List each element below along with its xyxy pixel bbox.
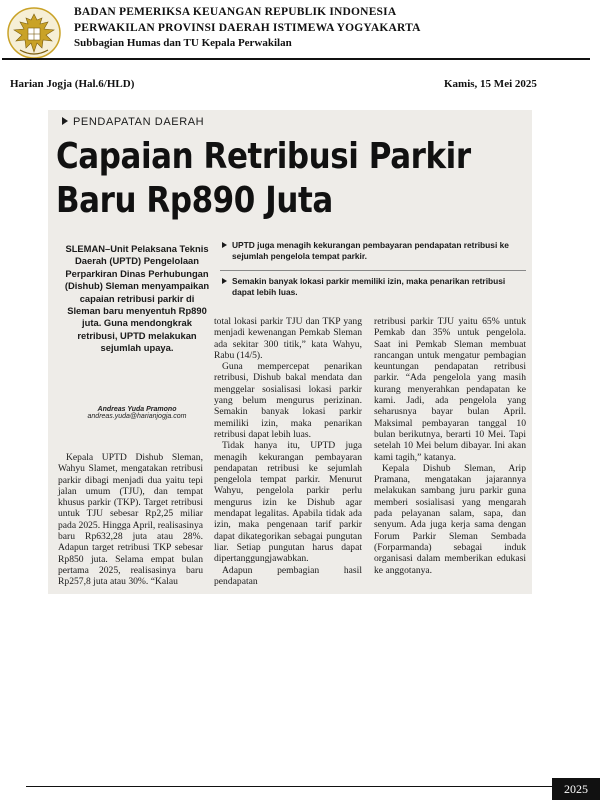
body-paragraph: total lokasi parkir TJU dan TKP yang menjadi kewenangan Pemkab Sleman ada sekitar 300 titik,” kata Wahyu, Rabu (14/5). [214, 316, 362, 361]
body-paragraph: Adapun pembagian hasil pendapatan [214, 564, 362, 587]
rubric-text: PENDAPATAN DAERAH [73, 116, 205, 128]
header-divider [2, 58, 590, 60]
body-paragraph: Kepala Dishub Sleman, Arip Pramana, mengatakan jajarannya melakukan sambang juru parkir guna memberi sosialisasi yang mengarah pada pelayanan salam, sapa, dan senyum. Ada juga kerja sama dengan Forum Parkir Sleman Sembada (Forparmanda) sebagai induk organisasi dalam memberikan edukasi ke anggotanya. [374, 462, 526, 576]
garuda-emblem-icon [6, 6, 62, 60]
footer-year: 2025 [552, 778, 600, 800]
headline-line1: Capaian Retribusi Parkir [56, 136, 471, 177]
body-paragraph: Kepala UPTD Dishub Sleman, Wahyu Slamet, mengatakan retribusi parkir dibagi menjadi dua yaitu tepi jalan umum (TJU), dan tempat khusus parkir (TKP). Target retribusi untuk TJU sebesar Rp2,25 miliar pada 2025. Hingga April, realisasinya baru Rp632,28 juta atau 28%. Adapun target retribusi TKP sebesar Rp850 juta. Selama empat bulan pertama 2025, realisasinya baru Rp257,8 juta atau 30%. “Kalau [58, 452, 203, 588]
org-name-line2: PERWAKILAN PROVINSI DAERAH ISTIMEWA YOGYAKARTA [74, 22, 421, 34]
highlight-2 [220, 276, 528, 298]
byline [62, 406, 212, 420]
news-clipping [48, 110, 532, 594]
body-paragraph: Guna mempercepat penarikan retribusi, Dishub bakal mendata dan menggelar sosialisasi lokasi parkir yang belum mengurus perizinan. Semakin banyak lokasi parkir memiliki izin, maka penarikan retribusi dapat lebih luas. [214, 361, 362, 440]
org-name-line1: BADAN PEMERIKSA KEUANGAN REPUBLIK INDONESIA [74, 6, 397, 18]
highlight-divider [220, 270, 526, 271]
body-column-3 [374, 316, 526, 576]
source-label: Harian Jogja (Hal.6/HLD) [10, 78, 135, 90]
body-column-1 [58, 452, 203, 588]
org-subdivision: Subbagian Humas dan TU Kepala Perwakilan [74, 37, 292, 49]
body-paragraph: retribusi parkir TJU yaitu 65% untuk Pemkab dan 35% untuk pengelola. Saat ini Pemkab Sleman membuat rancangan untuk mengatur pembagian keuntungan pendapatan retribusi parkir. “Ada pengelola yang masih kurang menyerahkan pendapatan ke kami. Jadi, ada pengelola yang seharusnya bayar bulan April. Maksimal pembayaran tanggal 10 bulan berikutnya, berarti 10 Mei. Tapi setelah 10 Mei belum dibayar. Ini akan kami tagih,” katanya. [374, 316, 526, 463]
highlight-text: UPTD juga menagih kekurangan pembayaran pendapatan retribusi ke sejumlah pengelola tempat parkir. [232, 240, 509, 261]
author-name: Andreas Yuda Pramono [97, 406, 177, 413]
triangle-bullet-icon [222, 278, 227, 284]
headline-line2: Baru Rp890 Juta [56, 180, 333, 221]
date-label: Kamis, 15 Mei 2025 [444, 78, 537, 90]
lead-paragraph: SLEMAN–Unit Pelaksana Teknis Daerah (UPTD) Pengelolaan Perparkiran Dinas Perhubungan (Dishub) Sleman menyampaikan capaian retribusi parkir di Sleman baru menyentuh Rp890 juta. Guna mendongkrak retribusi, UPTD melakukan sejumlah upaya. [64, 243, 210, 354]
triangle-bullet-icon [222, 242, 227, 248]
author-email: andreas.yuda@harianjogja.com [87, 413, 187, 420]
highlight-text: Semakin banyak lokasi parkir memiliki izin, maka penarikan retribusi dapat lebih luas. [232, 276, 506, 297]
body-column-2 [214, 316, 362, 587]
triangle-bullet-icon [62, 117, 68, 125]
document-header [0, 0, 603, 62]
body-paragraph: Tidak hanya itu, UPTD juga menagih kekurangan pembayaran pendapatan retribusi ke sejumlah pengelola tempat parkir. Menurut Wahyu, pengelola parkir perlu mengurus izin ke Dishub agar mendapat legalitas. Apabila tidak ada izin, maka pengenaan tarif parkir dapat dikategorikan sebagai pungutan liar. Setiap pungutan harus dapat dipertanggungjawabkan. [214, 440, 362, 565]
rubric [62, 116, 204, 128]
highlight-1 [220, 240, 528, 262]
footer-divider [26, 786, 552, 787]
